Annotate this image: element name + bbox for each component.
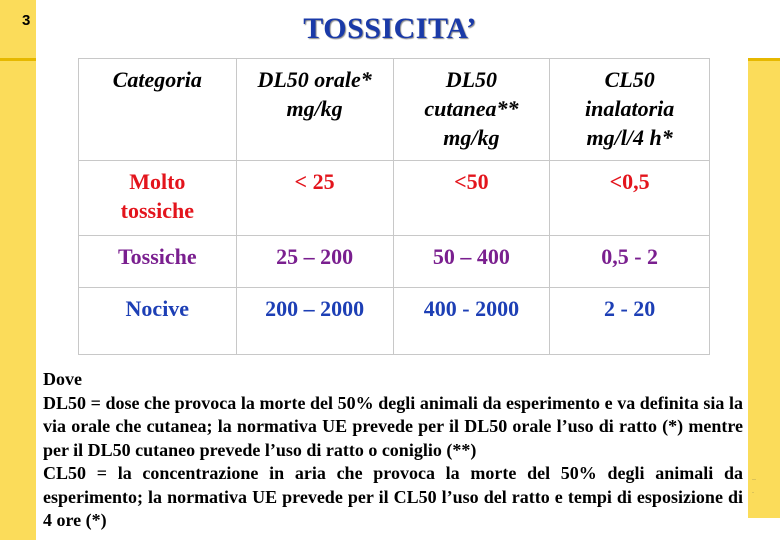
row-dermal: <50 bbox=[393, 161, 550, 236]
header-cl50-inhal-label: CL50 inalatoria mg/l/4 h* bbox=[585, 67, 675, 150]
header-dl50-dermal-label: DL50 cutanea** mg/kg bbox=[424, 67, 519, 150]
header-category: Categoria bbox=[79, 59, 237, 161]
row-category-label: Molto tossiche bbox=[120, 169, 194, 223]
dl50-definition: DL50 = dose che provoca la morte del 50% degli animali da esperimento e va definita sia la via orale che cutanea; la normativa UE prevede per il DL50 orale l’uso di ratto (*) mentre per il DL50 cutaneo prevede l’uso di ratto o coniglio (**) bbox=[43, 392, 743, 460]
definitions bbox=[43, 368, 743, 533]
table-header-row bbox=[79, 59, 710, 161]
row-dermal: 400 - 2000 bbox=[393, 288, 550, 355]
table-row bbox=[79, 288, 710, 355]
left-yellow-band bbox=[0, 0, 36, 540]
slide-number: 3 bbox=[22, 12, 31, 29]
right-band-line bbox=[748, 58, 780, 61]
row-oral: 200 – 2000 bbox=[236, 288, 393, 355]
header-cl50-inhal bbox=[550, 59, 710, 161]
cl50-definition: CL50 = la concentrazione in aria che provoca la morte del 50% degli animali da esperimento; la normativa UE prevede per il CL50 l’uso del ratto e tempi di esposizione di 4 ore (*) bbox=[43, 463, 743, 530]
row-category bbox=[79, 161, 237, 236]
header-dl50-dermal bbox=[393, 59, 550, 161]
toxicity-table bbox=[78, 58, 710, 355]
row-oral: < 25 bbox=[236, 161, 393, 236]
row-dermal: 50 – 400 bbox=[393, 236, 550, 288]
side-marks: ·· · bbox=[752, 477, 756, 496]
row-inhal: <0,5 bbox=[550, 161, 710, 236]
row-category: Nocive bbox=[79, 288, 237, 355]
row-inhal: 0,5 - 2 bbox=[550, 236, 710, 288]
right-yellow-band bbox=[748, 0, 780, 540]
row-inhal: 2 - 20 bbox=[550, 288, 710, 355]
header-dl50-oral bbox=[236, 59, 393, 161]
page-title: TOSSICITA’ bbox=[303, 12, 477, 45]
right-band-bottom bbox=[748, 518, 780, 540]
left-band-line bbox=[0, 58, 36, 61]
table-row bbox=[79, 161, 710, 236]
row-oral: 25 – 200 bbox=[236, 236, 393, 288]
notes-heading: Dove bbox=[43, 369, 82, 389]
row-category: Tossiche bbox=[79, 236, 237, 288]
header-dl50-oral-label: DL50 orale* mg/kg bbox=[257, 67, 372, 121]
table-row bbox=[79, 236, 710, 288]
